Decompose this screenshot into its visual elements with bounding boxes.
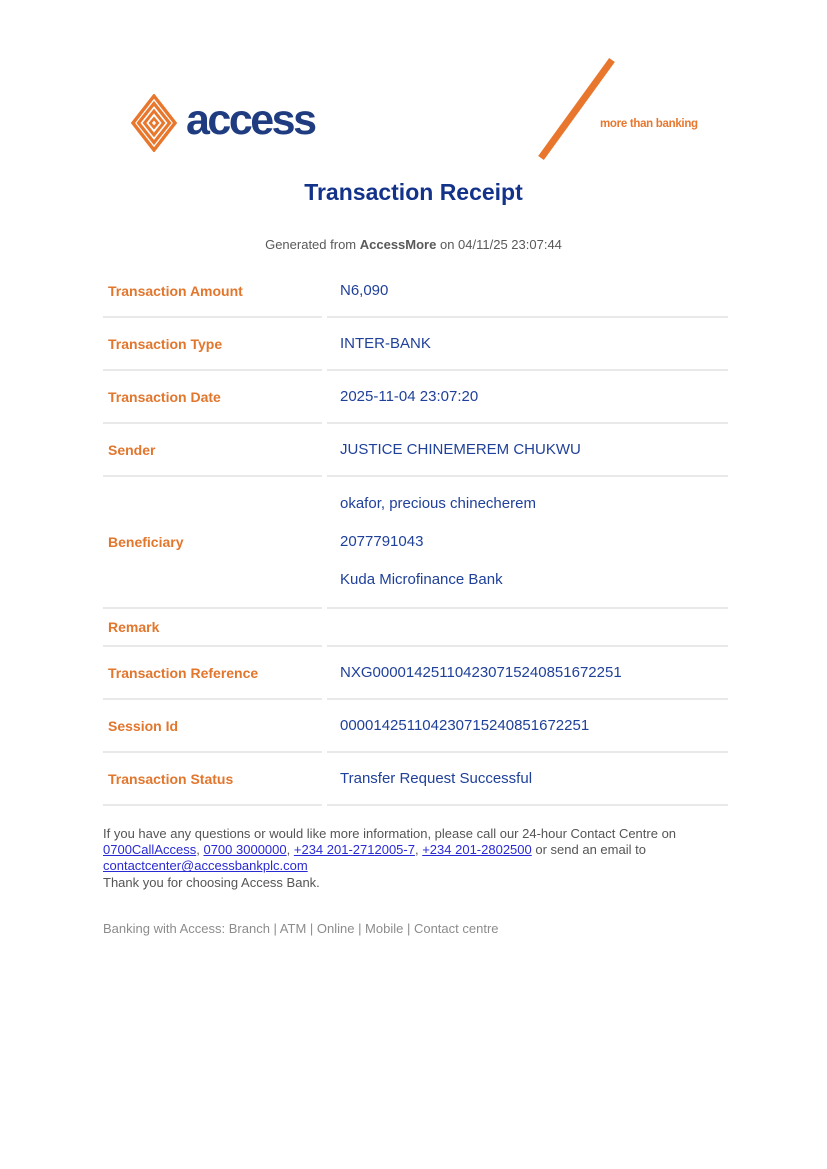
separator: ,	[414, 842, 419, 858]
beneficiary-account-number: 2077791043	[340, 533, 424, 550]
phone-link-2802500[interactable]: +234 201-2802500	[422, 842, 532, 858]
table-row-transaction-date	[103, 371, 728, 424]
generated-prefix: Generated from	[265, 237, 357, 252]
row-value	[327, 477, 728, 609]
contact-email-intro: or send an email to	[535, 842, 646, 858]
row-label: Sender	[103, 424, 322, 477]
contact-intro: If you have any questions or would like more information, please call our 24-hour Contact Centre on	[103, 826, 677, 841]
email-link[interactable]: contactcenter@accessbankplc.com	[103, 858, 308, 874]
row-label: Transaction Date	[103, 371, 322, 424]
access-bank-logo	[131, 94, 315, 152]
generated-from-line	[0, 237, 827, 252]
access-diamond-icon	[131, 94, 177, 152]
table-row-transaction-reference	[103, 647, 728, 700]
table-row-sender	[103, 424, 728, 477]
beneficiary-name: okafor, precious chinecherem	[340, 495, 536, 512]
row-value: NXG000014251104230715240851672251	[327, 647, 728, 700]
row-value: 2025-11-04 23:07:20	[327, 371, 728, 424]
row-label: Transaction Type	[103, 318, 322, 371]
phone-link-0700callaccess[interactable]: 0700CallAccess	[103, 842, 197, 858]
generated-suffix: on 04/11/25 23:07:44	[439, 237, 562, 252]
separator: ,	[286, 842, 291, 858]
table-row-session-id	[103, 700, 728, 753]
access-logo-wordmark: access	[186, 95, 315, 144]
row-label: Remark	[103, 609, 322, 647]
row-label: Transaction Status	[103, 753, 322, 806]
app-name: AccessMore	[359, 237, 437, 252]
contact-note	[103, 826, 728, 891]
table-row-transaction-amount	[103, 265, 728, 318]
table-row-beneficiary	[103, 477, 728, 609]
phone-link-2712005[interactable]: +234 201-2712005-7	[293, 842, 415, 858]
row-value: INTER-BANK	[327, 318, 728, 371]
slash-icon	[531, 56, 621, 162]
table-row-transaction-type	[103, 318, 728, 371]
row-label: Transaction Amount	[103, 265, 322, 318]
table-row-transaction-status	[103, 753, 728, 806]
row-label: Session Id	[103, 700, 322, 753]
row-value: 000014251104230715240851672251	[327, 700, 728, 753]
beneficiary-bank: Kuda Microfinance Bank	[340, 571, 503, 588]
row-value: Transfer Request Successful	[327, 753, 728, 806]
row-label: Beneficiary	[103, 477, 322, 609]
row-value	[327, 609, 728, 647]
separator: ,	[196, 842, 200, 858]
row-label: Transaction Reference	[103, 647, 322, 700]
phone-link-0700-3000000[interactable]: 0700 3000000	[203, 842, 287, 858]
page-title: Transaction Receipt	[304, 179, 523, 205]
row-value: JUSTICE CHINEMEREM CHUKWU	[327, 424, 728, 477]
row-value: N6,090	[327, 265, 728, 318]
receipt-table	[103, 265, 728, 806]
tagline: more than banking	[600, 118, 698, 130]
thank-you-line: Thank you for choosing Access Bank.	[103, 874, 320, 890]
table-row-remark	[103, 609, 728, 647]
banking-channels-line: Banking with Access: Branch | ATM | Online | Mobile | Contact centre	[103, 921, 499, 936]
